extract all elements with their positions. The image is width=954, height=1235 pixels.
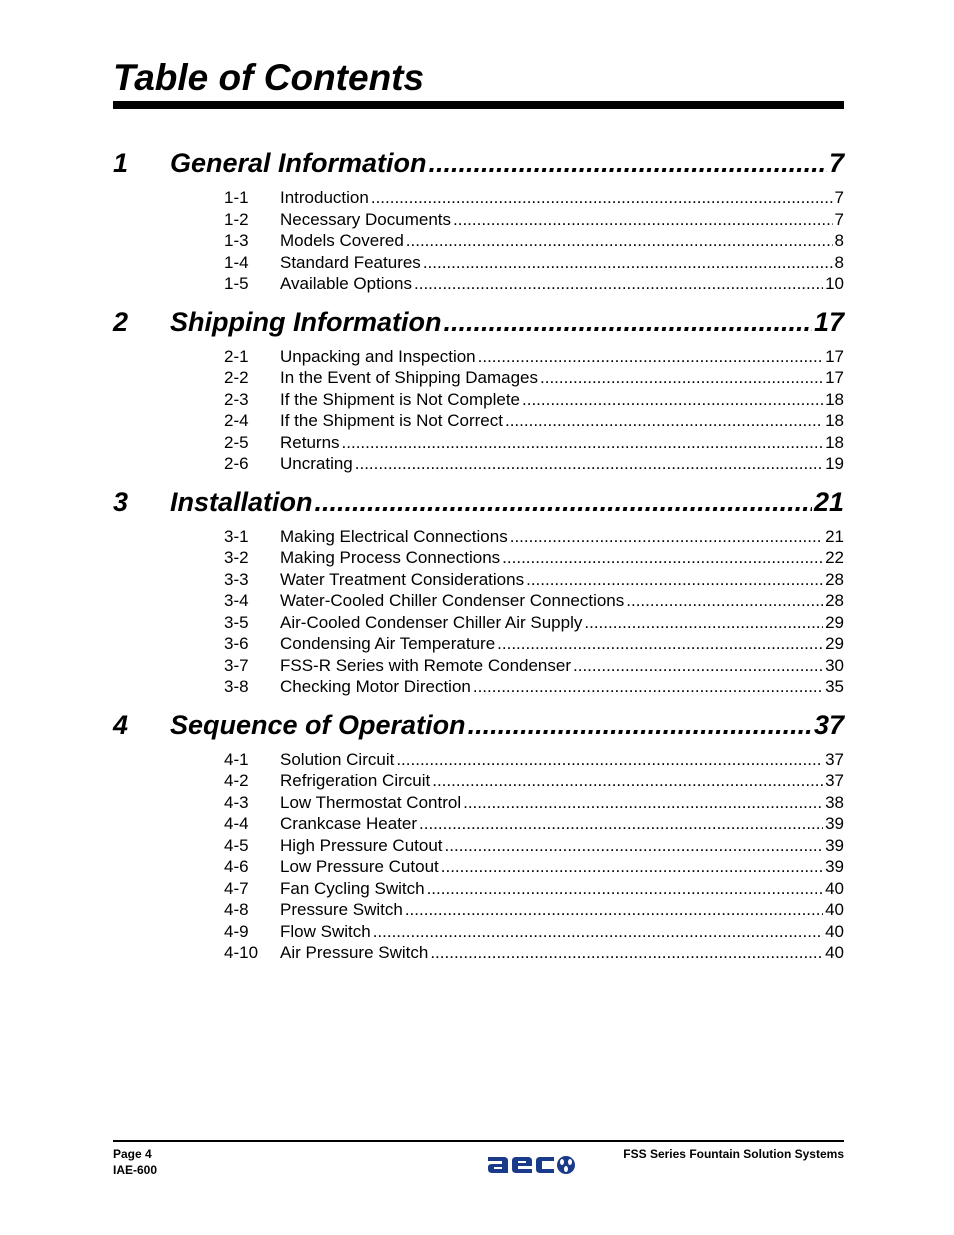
- toc-entry-list: [113, 342, 844, 482]
- toc-entry[interactable]: [224, 856, 844, 878]
- entry-number: 2-4: [224, 411, 249, 430]
- toc-entry[interactable]: [224, 547, 844, 569]
- toc-entry[interactable]: [224, 676, 844, 698]
- section-number: 4: [113, 709, 129, 740]
- section-title: General Information: [170, 148, 427, 178]
- entry-page-number: 40: [825, 943, 844, 962]
- toc-entry[interactable]: [224, 612, 844, 634]
- entry-page-number: 21: [825, 526, 844, 546]
- entry-page-number: 29: [825, 634, 844, 653]
- toc-entry[interactable]: [224, 273, 844, 295]
- dot-leader: [505, 410, 823, 432]
- toc-entry-list: [113, 522, 844, 705]
- entry-page-number: 40: [825, 921, 844, 941]
- dot-leader: [443, 302, 811, 342]
- dot-leader: [355, 453, 823, 475]
- toc-section-heading[interactable]: [113, 302, 844, 342]
- entry-number: 3-3: [224, 569, 249, 589]
- entry-page-number: 22: [825, 548, 844, 567]
- entry-number: 4-8: [224, 900, 249, 919]
- section-title: Installation: [170, 486, 313, 517]
- toc-section-heading[interactable]: [113, 705, 844, 745]
- toc-entry[interactable]: [224, 921, 844, 943]
- dot-leader: [478, 346, 823, 368]
- entry-number: 4-3: [224, 792, 249, 812]
- entry-page-number: 37: [825, 749, 844, 769]
- entry-number: 2-5: [224, 432, 249, 452]
- entry-number: 3-7: [224, 655, 249, 675]
- entry-page-number: 18: [825, 411, 844, 430]
- title-rule: [113, 101, 844, 109]
- entry-label: Introduction: [280, 188, 369, 207]
- dot-leader: [510, 526, 823, 548]
- dot-leader: [526, 569, 823, 591]
- entry-number: 4-7: [224, 878, 249, 898]
- dot-leader: [405, 899, 823, 921]
- toc-entry[interactable]: [224, 453, 844, 475]
- entry-label: Returns: [280, 432, 340, 452]
- entry-number: 4-2: [224, 771, 249, 790]
- entry-label: In the Event of Shipping Damages: [280, 368, 538, 387]
- toc-entry[interactable]: [224, 230, 844, 252]
- entry-label: Standard Features: [280, 252, 421, 272]
- dot-leader: [342, 432, 824, 454]
- entry-label: Uncrating: [280, 454, 353, 473]
- dot-leader: [540, 367, 823, 389]
- toc-entry[interactable]: [224, 878, 844, 900]
- dot-leader: [453, 209, 833, 231]
- entry-page-number: 7: [834, 188, 844, 207]
- toc-section-heading[interactable]: [113, 143, 844, 183]
- entry-number: 2-2: [224, 368, 249, 387]
- dot-leader: [432, 770, 823, 792]
- table-of-contents: [113, 143, 844, 971]
- toc-entry[interactable]: [224, 209, 844, 231]
- toc-entry[interactable]: [224, 942, 844, 964]
- entry-label: Making Electrical Connections: [280, 526, 508, 546]
- entry-page-number: 40: [825, 900, 844, 919]
- entry-label: FSS-R Series with Remote Condenser: [280, 655, 572, 675]
- toc-entry[interactable]: [224, 569, 844, 591]
- dot-leader: [414, 273, 823, 295]
- dot-leader: [427, 878, 824, 900]
- toc-entry[interactable]: [224, 835, 844, 857]
- toc-entry[interactable]: [224, 389, 844, 411]
- entry-label: If the Shipment is Not Complete: [280, 389, 521, 409]
- entry-page-number: 17: [825, 368, 844, 387]
- entry-label: If the Shipment is Not Correct: [280, 411, 503, 430]
- entry-number: 4-5: [224, 835, 249, 855]
- entry-label: High Pressure Cutout: [280, 835, 443, 855]
- dot-leader: [463, 792, 823, 814]
- entry-page-number: 39: [825, 835, 844, 855]
- toc-entry[interactable]: [224, 792, 844, 814]
- dot-leader: [445, 835, 824, 857]
- entry-label: Available Options: [280, 274, 412, 293]
- toc-entry[interactable]: [224, 770, 844, 792]
- entry-label: Water Treatment Considerations: [280, 569, 525, 589]
- entry-number: 4-1: [224, 749, 249, 769]
- entry-number: 1-1: [224, 188, 249, 207]
- footer-product: FSS Series Fountain Solution Systems: [623, 1147, 844, 1161]
- entry-label: Unpacking and Inspection: [280, 346, 476, 366]
- entry-number: 2-6: [224, 454, 249, 473]
- toc-entry-list: [113, 183, 844, 302]
- dot-leader: [430, 942, 823, 964]
- entry-page-number: 18: [825, 389, 844, 409]
- entry-label: Air-Cooled Condenser Chiller Air Supply: [280, 612, 583, 632]
- dot-leader: [371, 187, 833, 209]
- dot-leader: [315, 482, 812, 522]
- entry-label: Models Covered: [280, 231, 404, 250]
- page-number: Page 4: [113, 1147, 152, 1161]
- entry-number: 1-4: [224, 252, 249, 272]
- dot-leader: [396, 749, 823, 771]
- entry-page-number: 8: [834, 252, 844, 272]
- section-page-number: 21: [813, 486, 844, 517]
- entry-label: Crankcase Heater: [280, 814, 418, 833]
- toc-entry[interactable]: [224, 633, 844, 655]
- dot-leader: [406, 230, 833, 252]
- section-page-number: 37: [813, 709, 844, 740]
- entry-number: 3-4: [224, 591, 249, 610]
- entry-number: 2-1: [224, 346, 249, 366]
- entry-label: Condensing Air Temperature: [280, 634, 496, 653]
- entry-page-number: 40: [825, 878, 844, 898]
- dot-leader: [473, 676, 823, 698]
- entry-page-number: 10: [825, 274, 844, 293]
- entry-number: 3-8: [224, 677, 249, 696]
- entry-label: Water-Cooled Chiller Condenser Connections: [280, 591, 625, 610]
- entry-number: 3-1: [224, 526, 249, 546]
- toc-entry[interactable]: [224, 655, 844, 677]
- dot-leader: [373, 921, 823, 943]
- entry-page-number: 8: [834, 231, 844, 250]
- entry-label: Flow Switch: [280, 921, 371, 941]
- dot-leader: [497, 633, 823, 655]
- toc-entry-list: [113, 745, 844, 971]
- toc-entry[interactable]: [224, 346, 844, 368]
- entry-label: Pressure Switch: [280, 900, 403, 919]
- entry-page-number: 38: [825, 792, 844, 812]
- toc-entry[interactable]: [224, 432, 844, 454]
- entry-label: Solution Circuit: [280, 749, 395, 769]
- dot-leader: [423, 252, 833, 274]
- dot-leader: [502, 547, 823, 569]
- entry-number: 1-3: [224, 231, 249, 250]
- dot-leader: [626, 590, 823, 612]
- section-number: 2: [113, 306, 129, 337]
- entry-page-number: 29: [825, 612, 844, 632]
- entry-label: Making Process Connections: [280, 548, 501, 567]
- entry-page-number: 17: [825, 346, 844, 366]
- entry-label: Low Pressure Cutout: [280, 857, 439, 876]
- toc-entry[interactable]: [224, 526, 844, 548]
- toc-entry[interactable]: [224, 187, 844, 209]
- document-id: IAE-600: [113, 1163, 158, 1177]
- entry-number: 3-2: [224, 548, 249, 567]
- entry-page-number: 28: [825, 591, 844, 610]
- dot-leader: [573, 655, 823, 677]
- entry-page-number: 7: [834, 209, 844, 229]
- entry-number: 1-5: [224, 274, 249, 293]
- section-page-number: 7: [828, 148, 844, 178]
- dot-leader: [468, 705, 812, 745]
- dot-leader: [419, 813, 823, 835]
- entry-page-number: 37: [825, 771, 844, 790]
- toc-entry[interactable]: [224, 899, 844, 921]
- entry-label: Fan Cycling Switch: [280, 878, 425, 898]
- section-number: 3: [113, 486, 129, 517]
- toc-entry[interactable]: [224, 813, 844, 835]
- entry-label: Necessary Documents: [280, 209, 452, 229]
- entry-label: Refrigeration Circuit: [280, 771, 431, 790]
- dot-leader: [429, 143, 827, 183]
- dot-leader: [584, 612, 823, 634]
- toc-entry[interactable]: [224, 252, 844, 274]
- toc-entry[interactable]: [224, 749, 844, 771]
- toc-section-heading[interactable]: [113, 482, 844, 522]
- entry-page-number: 39: [825, 814, 844, 833]
- section-number: 1: [113, 148, 129, 178]
- section-title: Shipping Information: [170, 306, 442, 337]
- entry-number: 3-6: [224, 634, 249, 653]
- entry-page-number: 19: [825, 454, 844, 473]
- section-title: Sequence of Operation: [170, 709, 466, 740]
- dot-leader: [441, 856, 823, 878]
- entry-page-number: 28: [825, 569, 844, 589]
- toc-entry[interactable]: [224, 590, 844, 612]
- entry-number: 2-3: [224, 389, 249, 409]
- entry-page-number: 39: [825, 857, 844, 876]
- entry-label: Checking Motor Direction: [280, 677, 471, 696]
- page-title: Table of Contents: [113, 57, 425, 98]
- entry-number: 4-4: [224, 814, 249, 833]
- toc-entry[interactable]: [224, 367, 844, 389]
- entry-number: 3-5: [224, 612, 249, 632]
- entry-page-number: 35: [825, 677, 844, 696]
- entry-page-number: 30: [825, 655, 844, 675]
- footer-left: [113, 1146, 157, 1178]
- entry-number: 4-9: [224, 921, 249, 941]
- entry-number: 4-6: [224, 857, 249, 876]
- entry-number: 4-10: [224, 943, 259, 962]
- section-page-number: 17: [813, 306, 844, 337]
- entry-number: 1-2: [224, 209, 249, 229]
- toc-entry[interactable]: [224, 410, 844, 432]
- dot-leader: [522, 389, 823, 411]
- entry-page-number: 18: [825, 432, 844, 452]
- entry-label: Air Pressure Switch: [280, 943, 429, 962]
- footer-rule: [113, 1140, 844, 1142]
- entry-label: Low Thermostat Control: [280, 792, 462, 812]
- aec-logo: [486, 1147, 576, 1175]
